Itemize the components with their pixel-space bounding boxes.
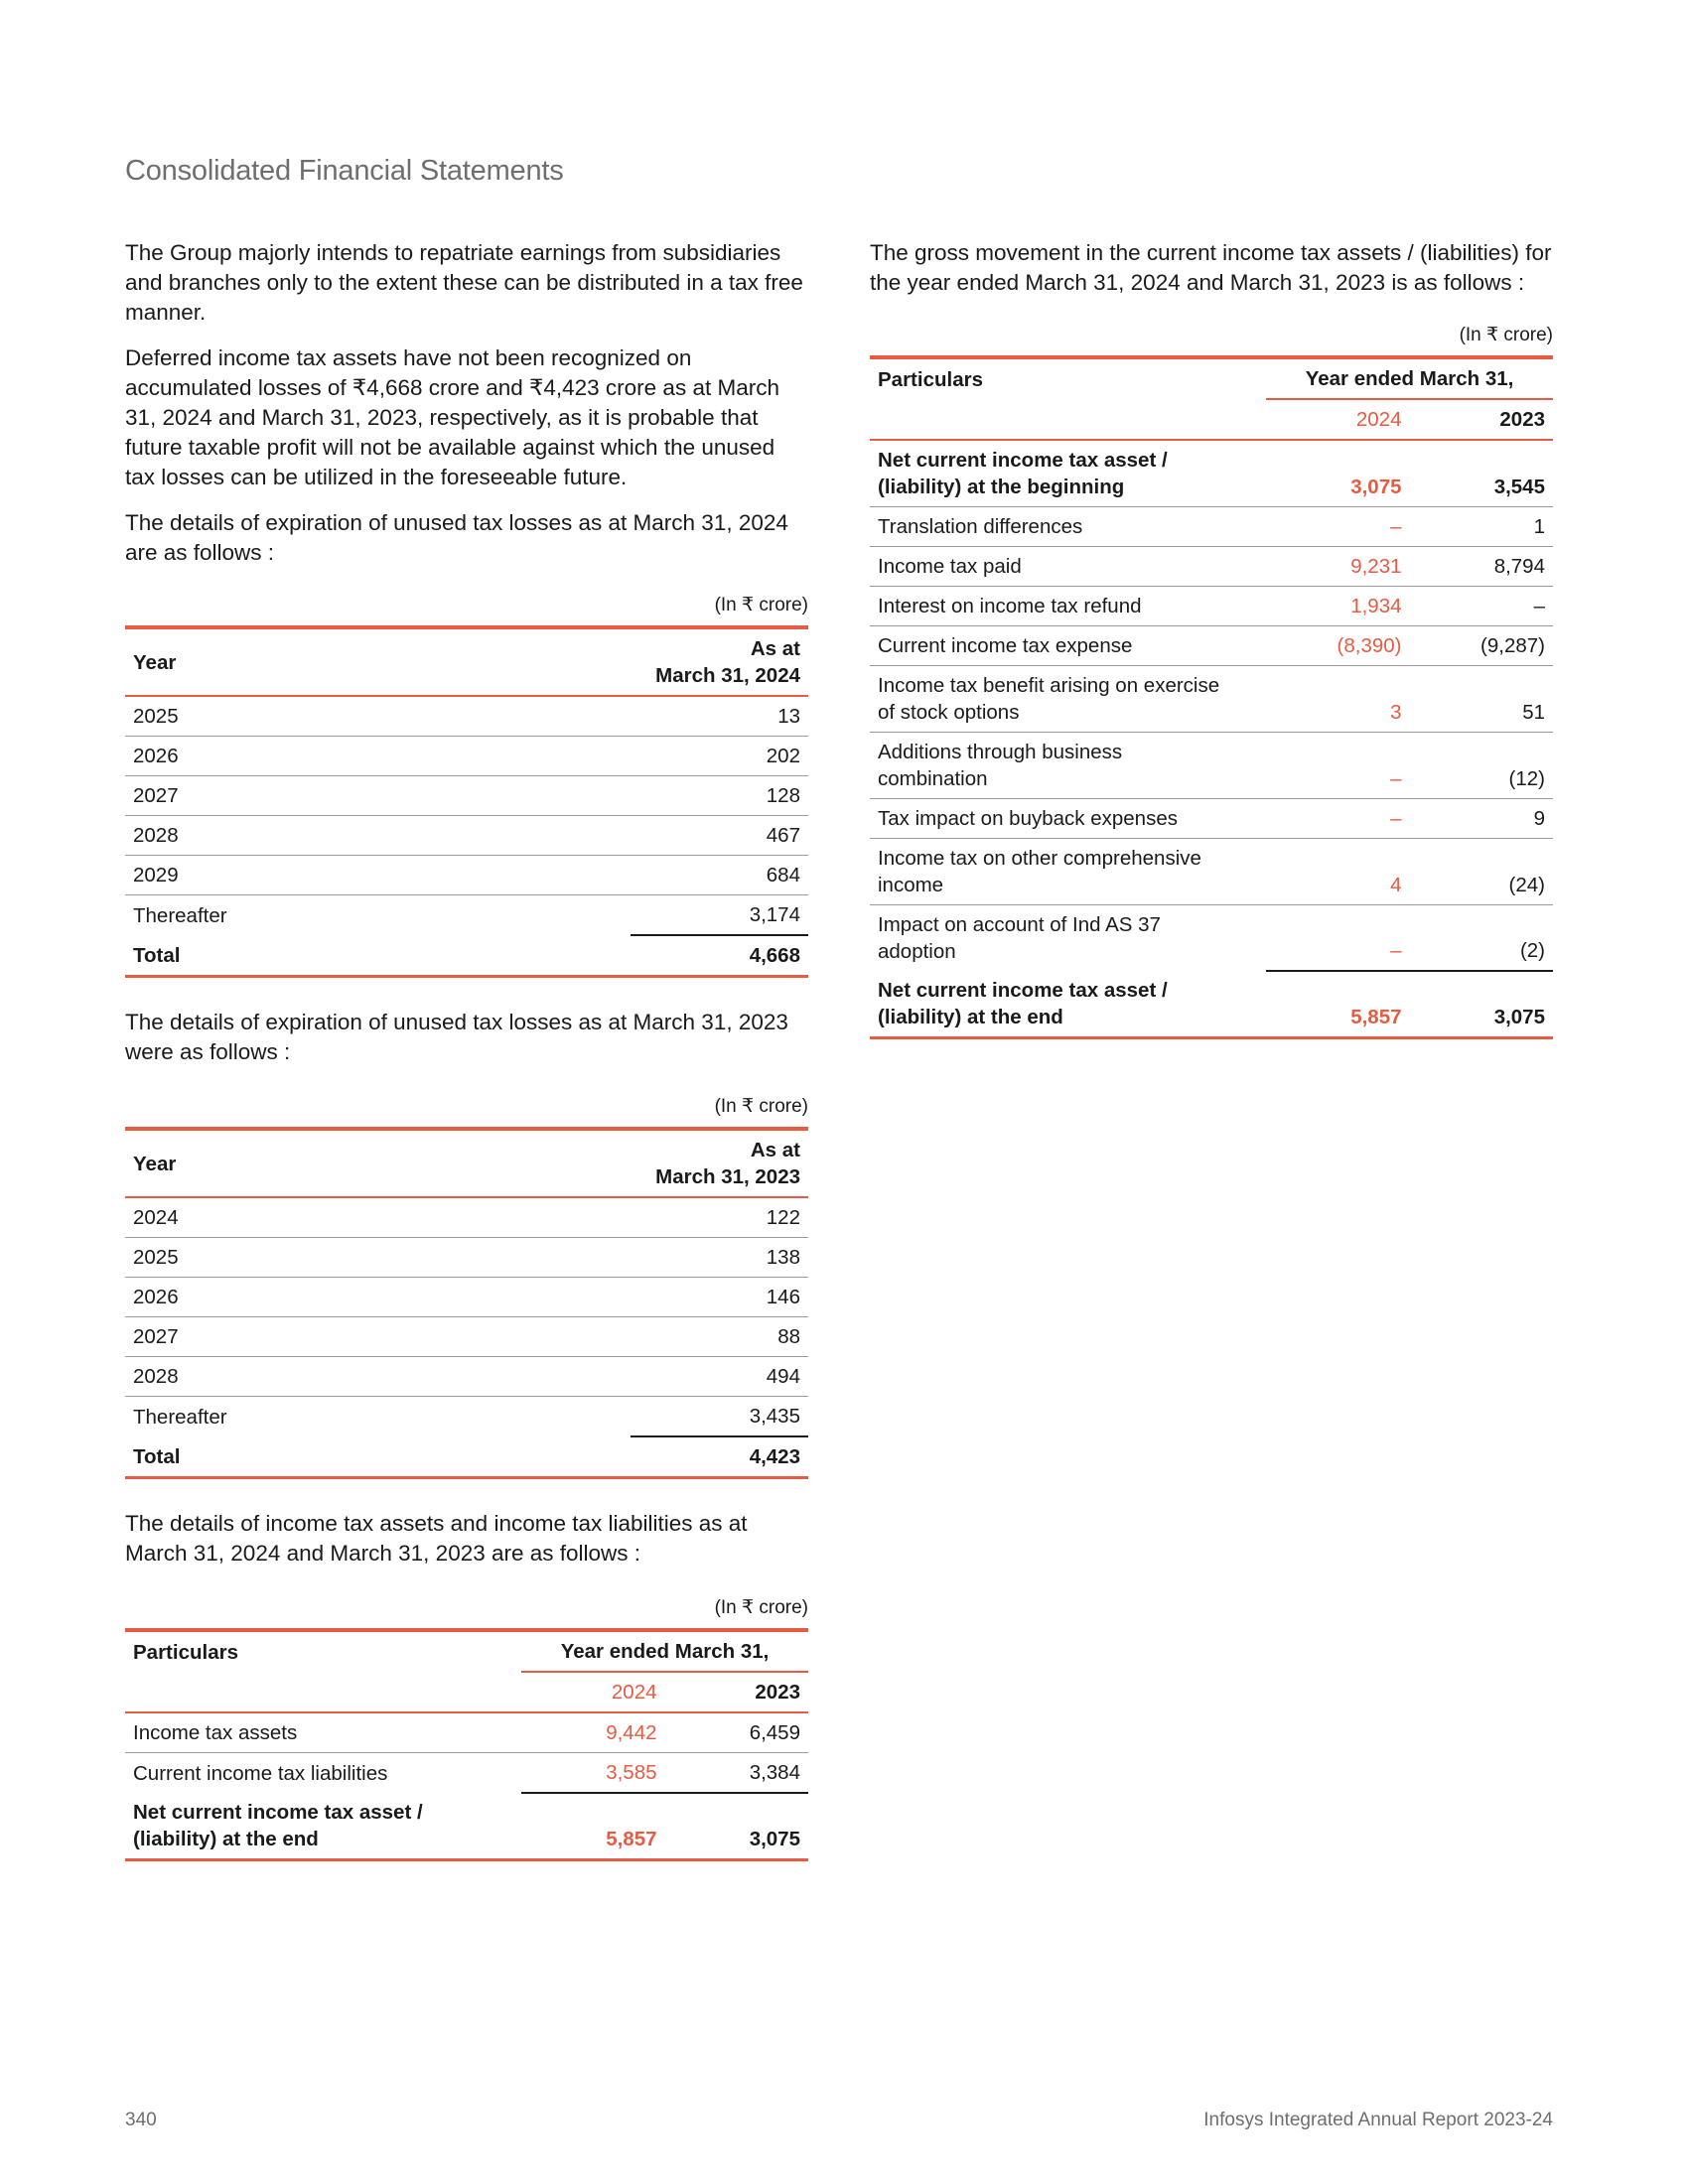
paragraph-gross-movement: The gross movement in the current income tax assets / (liabilities) for the year ended March 31, 2024 and March 31, 2023 is as follows :	[870, 240, 1552, 295]
table-row: Additions through business combination – (12)	[870, 733, 1553, 799]
table-gross-movement	[870, 355, 1553, 1039]
table-total-row: Total 4,423	[125, 1436, 808, 1478]
header-2024: 2024	[521, 1672, 664, 1712]
unit-label: (In ₹ crore)	[714, 1096, 808, 1117]
unit-label: (In ₹ crore)	[1459, 325, 1553, 345]
table-row: 2026 202	[125, 737, 808, 776]
table-total-row: Total 4,668	[125, 935, 808, 977]
unit-label: (In ₹ crore)	[714, 595, 808, 615]
table-row: 2026 146	[125, 1278, 808, 1317]
right-column	[870, 238, 1553, 1039]
table-header	[125, 1630, 808, 1672]
table-row: 2025 138	[125, 1238, 808, 1278]
header-particulars: Particulars	[870, 357, 1266, 399]
table-row: 2028 494	[125, 1357, 808, 1397]
table-row: Current income tax expense (8,390) (9,287)	[870, 626, 1553, 666]
table-row: Thereafter 3,174	[125, 895, 808, 936]
table-tax-assets-liabilities	[125, 1628, 808, 1861]
table-tax-losses-2024	[125, 625, 808, 978]
table-row: Income tax benefit arising on exercise of stock options 3 51	[870, 666, 1553, 733]
table-row: Income tax paid 9,231 8,794	[870, 547, 1553, 587]
header-as-at: As at March 31, 2024	[631, 627, 808, 696]
table-row: Income tax on other comprehensive income 4 (24)	[870, 839, 1553, 905]
paragraph-expiration-2024: The details of expiration of unused tax losses as at March 31, 2024 are as follows :	[125, 510, 788, 565]
paragraph-deferred-tax: Deferred income tax assets have not been recognized on accumulated losses of ₹4,668 crore and ₹4,423 crore as at March 31, 2024 and March 31, 2023, respectively, as it is probable that future taxable profit will not be available against which the unused tax losses can be utilized in the foreseeable future.	[125, 345, 779, 489]
header-2023: 2023	[665, 1672, 808, 1712]
table-row: 2027 128	[125, 776, 808, 816]
unit-label: (In ₹ crore)	[714, 1597, 808, 1618]
table-row: 2029 684	[125, 856, 808, 895]
table-header	[125, 627, 808, 696]
header-year: Year	[125, 1129, 631, 1197]
report-title: Infosys Integrated Annual Report 2023-24	[1203, 2110, 1553, 2130]
table-total-row: Net current income tax asset / (liability) at the end 5,857 3,075	[870, 971, 1553, 1038]
header-2023: 2023	[1410, 399, 1553, 440]
header-as-at: As at March 31, 2023	[631, 1129, 808, 1197]
paragraph-expiration-2023: The details of expiration of unused tax losses as at March 31, 2023 were as follows :	[125, 1010, 788, 1064]
table-row: Interest on income tax refund 1,934 –	[870, 587, 1553, 626]
table-row: Tax impact on buyback expenses – 9	[870, 799, 1553, 839]
page-number: 340	[125, 2110, 157, 2130]
table-row: 2025 13	[125, 696, 808, 737]
table-row: 2024 122	[125, 1197, 808, 1238]
table-row-beginning: Net current income tax asset / (liability) at the beginning 3,075 3,545	[870, 440, 1553, 507]
table-row: Impact on account of Ind AS 37 adoption – (2)	[870, 905, 1553, 972]
table-row: 2028 467	[125, 816, 808, 856]
table-row: Translation differences – 1	[870, 507, 1553, 547]
header-year: Year	[125, 627, 631, 696]
table-row: Income tax assets 9,442 6,459	[125, 1712, 808, 1753]
header-particulars: Particulars	[125, 1630, 521, 1672]
table-tax-losses-2023	[125, 1127, 808, 1479]
paragraph-repatriate: The Group majorly intends to repatriate earnings from subsidiaries and branches only to the extent these can be distributed in a tax free manner.	[125, 240, 803, 325]
table-row: Current income tax liabilities 3,585 3,384	[125, 1753, 808, 1794]
table-header	[125, 1129, 808, 1197]
table-row: Thereafter 3,435	[125, 1397, 808, 1437]
table-row: 2027 88	[125, 1317, 808, 1357]
header-year-ended: Year ended March 31,	[521, 1630, 808, 1672]
header-2024: 2024	[1266, 399, 1409, 440]
table-total-row: Net current income tax asset / (liability) at the end 5,857 3,075	[125, 1793, 808, 1860]
table-header	[870, 357, 1553, 399]
table-subheader	[125, 1672, 808, 1712]
header-year-ended: Year ended March 31,	[1266, 357, 1553, 399]
table-subheader	[870, 399, 1553, 440]
paragraph-tax-assets: The details of income tax assets and income tax liabilities as at March 31, 2024 and March 31, 2023 are as follows :	[125, 1511, 748, 1566]
section-title: Consolidated Financial Statements	[125, 155, 564, 187]
left-column	[125, 238, 808, 1861]
